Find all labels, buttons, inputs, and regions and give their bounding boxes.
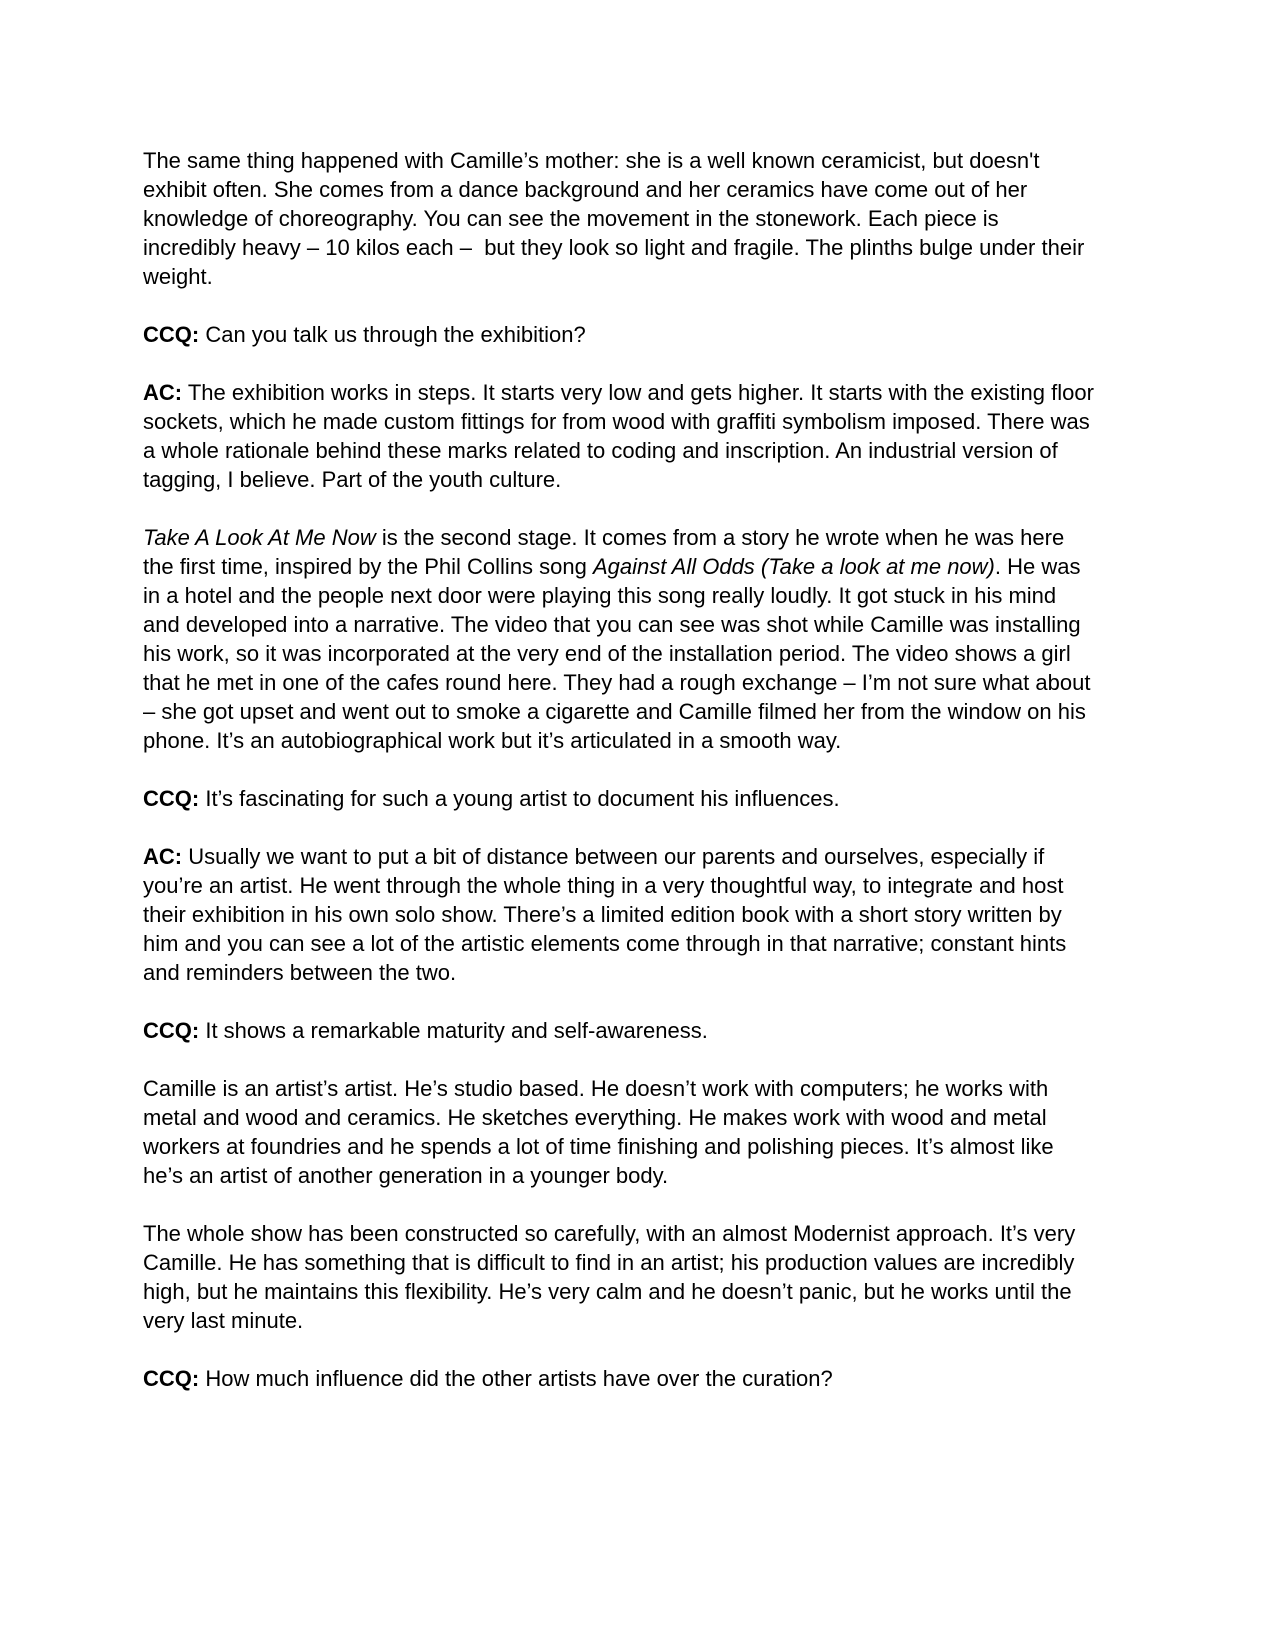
speaker-label: AC: [143,380,183,405]
paragraph [143,523,1095,755]
text-run: Take A Look At Me Now [143,525,376,550]
text-run: The whole show has been constructed so carefully, with an almost Modernist approach. It’s very Camille. He has something that is difficult to find in an artist; his production values are incredibly high, but he maintains this flexibility. He’s very calm and he doesn’t panic, but he works until the very last minute. [143,1221,1082,1333]
text-run: The same thing happened with Camille’s mother: she is a well known ceramicist, but doesn't exhibit often. She comes from a dance background and her ceramics have come out of her knowledge of choreography. You can see the movement in the stonework. Each piece is incredibly heavy – 10 kilos each – but they look so light and fragile. The plinths bulge under their weight. [143,148,1091,289]
speaker-label: CCQ: [143,1366,200,1391]
paragraph [143,1016,1095,1045]
text-run: is the second stage. It comes from a story he wrote when he was here the first time, inspired by the Phil Collins song [143,525,1071,579]
text-run: It’s fascinating for such a young artist to document his influences. [199,786,840,811]
paragraph [143,320,1095,349]
paragraph [143,1219,1095,1335]
paragraph [143,146,1095,291]
paragraph [143,842,1095,987]
speaker-label: CCQ: [143,1018,200,1043]
text-run: It shows a remarkable maturity and self-awareness. [199,1018,708,1043]
speaker-label: CCQ: [143,786,200,811]
text-run: How much influence did the other artists have over the curation? [199,1366,833,1391]
text-run: The exhibition works in steps. It starts very low and gets higher. It starts with the existing floor sockets, which he made custom fittings for from wood with graffiti symbolism imposed. There was a whole rationale behind these marks related to coding and inscription. An industrial version of tagging, I believe. Part of the youth culture. [143,380,1101,492]
speaker-label: AC: [143,844,183,869]
document-body [143,146,1101,1422]
speaker-label: CCQ: [143,322,200,347]
text-run: Camille is an artist’s artist. He’s studio based. He doesn’t work with computers; he works with metal and wood and ceramics. He sketches everything. He makes work with wood and metal workers at foundries and he spends a lot of time finishing and polishing pieces. It’s almost like he’s an artist of another generation in a younger body. [143,1076,1060,1188]
paragraph [143,1364,1095,1393]
text-run: Can you talk us through the exhibition? [199,322,586,347]
paragraph [143,784,1095,813]
paragraph [143,1074,1095,1190]
text-run: Usually we want to put a bit of distance between our parents and ourselves, especially if you’re an artist. He went through the whole thing in a very thoughtful way, to integrate and host their exhibition in his own solo show. There’s a limited edition book with a short story written by him and you can see a lot of the artistic elements come through in that narrative; constant hints and reminders between the two. [143,844,1073,985]
paragraph [143,378,1101,494]
text-run: . He was in a hotel and the people next door were playing this song really loudly. It got stuck in his mind and developed into a narrative. The video that you can see was shot while Camille was installing his work, so it was incorporated at the very end of the installation period. The video shows a girl that he met in one of the cafes round here. They had a rough exchange – I’m not sure what about – she got upset and went out to smoke a cigarette and Camille filmed her from the window on his phone. It’s an autobiographical work but it’s articulated in a smooth way. [143,554,1097,753]
text-run: Against All Odds (Take a look at me now) [592,554,995,579]
